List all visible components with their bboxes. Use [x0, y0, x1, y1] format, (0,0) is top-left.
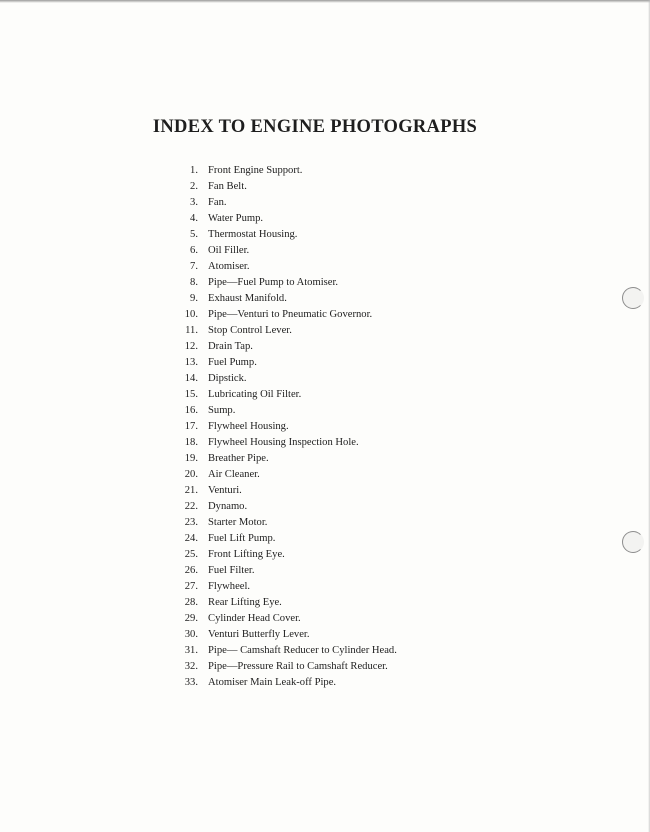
index-entry	[150, 323, 397, 339]
entry-number: 16.	[184, 405, 198, 416]
index-entry	[150, 515, 397, 531]
entry-label: Sump.	[208, 405, 236, 416]
index-entry	[150, 627, 397, 643]
index-entry	[150, 355, 397, 371]
index-entry	[150, 179, 397, 195]
index-entry	[150, 595, 397, 611]
index-entry	[150, 499, 397, 515]
punch-hole-upper	[622, 287, 644, 309]
entry-number: 22.	[184, 501, 198, 512]
entry-number: 4.	[190, 213, 198, 224]
entry-number: 32.	[184, 661, 198, 672]
index-entry	[150, 211, 397, 227]
index-entry	[150, 483, 397, 499]
index-entry	[150, 227, 397, 243]
index-entry	[150, 643, 397, 659]
index-entry	[150, 659, 397, 675]
entry-number: 11.	[185, 325, 198, 336]
entry-label: Starter Motor.	[208, 517, 268, 528]
entry-number: 10.	[184, 309, 198, 320]
entry-label: Pipe—Venturi to Pneumatic Governor.	[208, 309, 373, 320]
entry-label: Flywheel Housing Inspection Hole.	[208, 437, 359, 448]
entry-number: 7.	[190, 261, 198, 272]
entry-label: Front Engine Support.	[208, 165, 303, 176]
entry-number: 18.	[184, 437, 198, 448]
index-entry	[150, 435, 397, 451]
entry-number: 17.	[184, 421, 198, 432]
entry-label: Venturi.	[208, 485, 242, 496]
index-entry	[150, 307, 397, 323]
entry-number: 27.	[184, 581, 198, 592]
entry-label: Atomiser.	[208, 261, 250, 272]
entry-number: 13.	[184, 357, 198, 368]
entry-number: 12.	[184, 341, 198, 352]
index-entry	[150, 259, 397, 275]
entry-label: Flywheel Housing.	[208, 421, 289, 432]
entry-label: Fuel Filter.	[208, 565, 255, 576]
entry-number: 1.	[190, 165, 198, 176]
entry-number: 21.	[184, 485, 198, 496]
index-entry	[150, 419, 397, 435]
index-entry	[150, 163, 397, 179]
entry-number: 14.	[184, 373, 198, 384]
entry-label: Fuel Pump.	[208, 357, 257, 368]
entry-label: Rear Lifting Eye.	[208, 597, 282, 608]
entry-label: Atomiser Main Leak-off Pipe.	[208, 677, 337, 688]
entry-label: Flywheel.	[208, 581, 251, 592]
index-entry	[150, 387, 397, 403]
entry-number: 30.	[184, 629, 198, 640]
index-entry	[150, 675, 397, 691]
index-entry	[150, 371, 397, 387]
entry-label: Fan.	[208, 197, 227, 208]
entry-number: 20.	[184, 469, 198, 480]
entry-label: Venturi Butterfly Lever.	[208, 629, 310, 640]
entry-label: Stop Control Lever.	[208, 325, 292, 336]
entry-number: 26.	[184, 565, 198, 576]
entry-number: 33.	[184, 677, 198, 688]
entry-label: Pipe—Pressure Rail to Camshaft Reducer.	[208, 661, 388, 672]
index-entry	[150, 275, 397, 291]
entry-number: 6.	[190, 245, 198, 256]
entry-number: 24.	[184, 533, 198, 544]
index-entry	[150, 403, 397, 419]
entry-number: 15.	[184, 389, 198, 400]
entry-number: 25.	[184, 549, 198, 560]
entry-label: Lubricating Oil Filter.	[208, 389, 302, 400]
index-entry	[150, 531, 397, 547]
entry-label: Cylinder Head Cover.	[208, 613, 301, 624]
index-entry	[150, 243, 397, 259]
entry-number: 3.	[190, 197, 198, 208]
index-entry	[150, 195, 397, 211]
entry-label: Thermostat Housing.	[208, 229, 298, 240]
entry-number: 28.	[184, 597, 198, 608]
index-entry	[150, 563, 397, 579]
index-entry	[150, 291, 397, 307]
entry-label: Air Cleaner.	[208, 469, 260, 480]
entry-label: Pipe— Camshaft Reducer to Cylinder Head.	[208, 645, 397, 656]
entry-number: 2.	[190, 181, 198, 192]
index-entry	[150, 467, 397, 483]
entry-label: Fan Belt.	[208, 181, 247, 192]
entry-number: 9.	[190, 293, 198, 304]
page-top-edge	[0, 0, 650, 3]
entry-number: 19.	[184, 453, 198, 464]
entry-label: Water Pump.	[208, 213, 264, 224]
entry-label: Front Lifting Eye.	[208, 549, 285, 560]
entry-label: Dynamo.	[208, 501, 248, 512]
punch-hole-lower	[622, 531, 644, 553]
entry-number: 8.	[190, 277, 198, 288]
entry-label: Dipstick.	[208, 373, 247, 384]
entry-label: Oil Filler.	[208, 245, 250, 256]
entry-number: 29.	[184, 613, 198, 624]
page-title: INDEX TO ENGINE PHOTOGRAPHS	[152, 117, 478, 138]
index-entry	[150, 451, 397, 467]
entry-label: Exhaust Manifold.	[208, 293, 287, 304]
entry-number: 23.	[184, 517, 198, 528]
entry-label: Fuel Lift Pump.	[208, 533, 276, 544]
entry-label: Pipe—Fuel Pump to Atomiser.	[208, 277, 339, 288]
index-entry	[150, 339, 397, 355]
entry-number: 31.	[184, 645, 198, 656]
index-entry	[150, 547, 397, 563]
entry-label: Drain Tap.	[208, 341, 253, 352]
entry-label: Breather Pipe.	[208, 453, 269, 464]
index-entry	[150, 579, 397, 595]
index-list	[150, 163, 397, 691]
index-entry	[150, 611, 397, 627]
entry-number: 5.	[190, 229, 198, 240]
